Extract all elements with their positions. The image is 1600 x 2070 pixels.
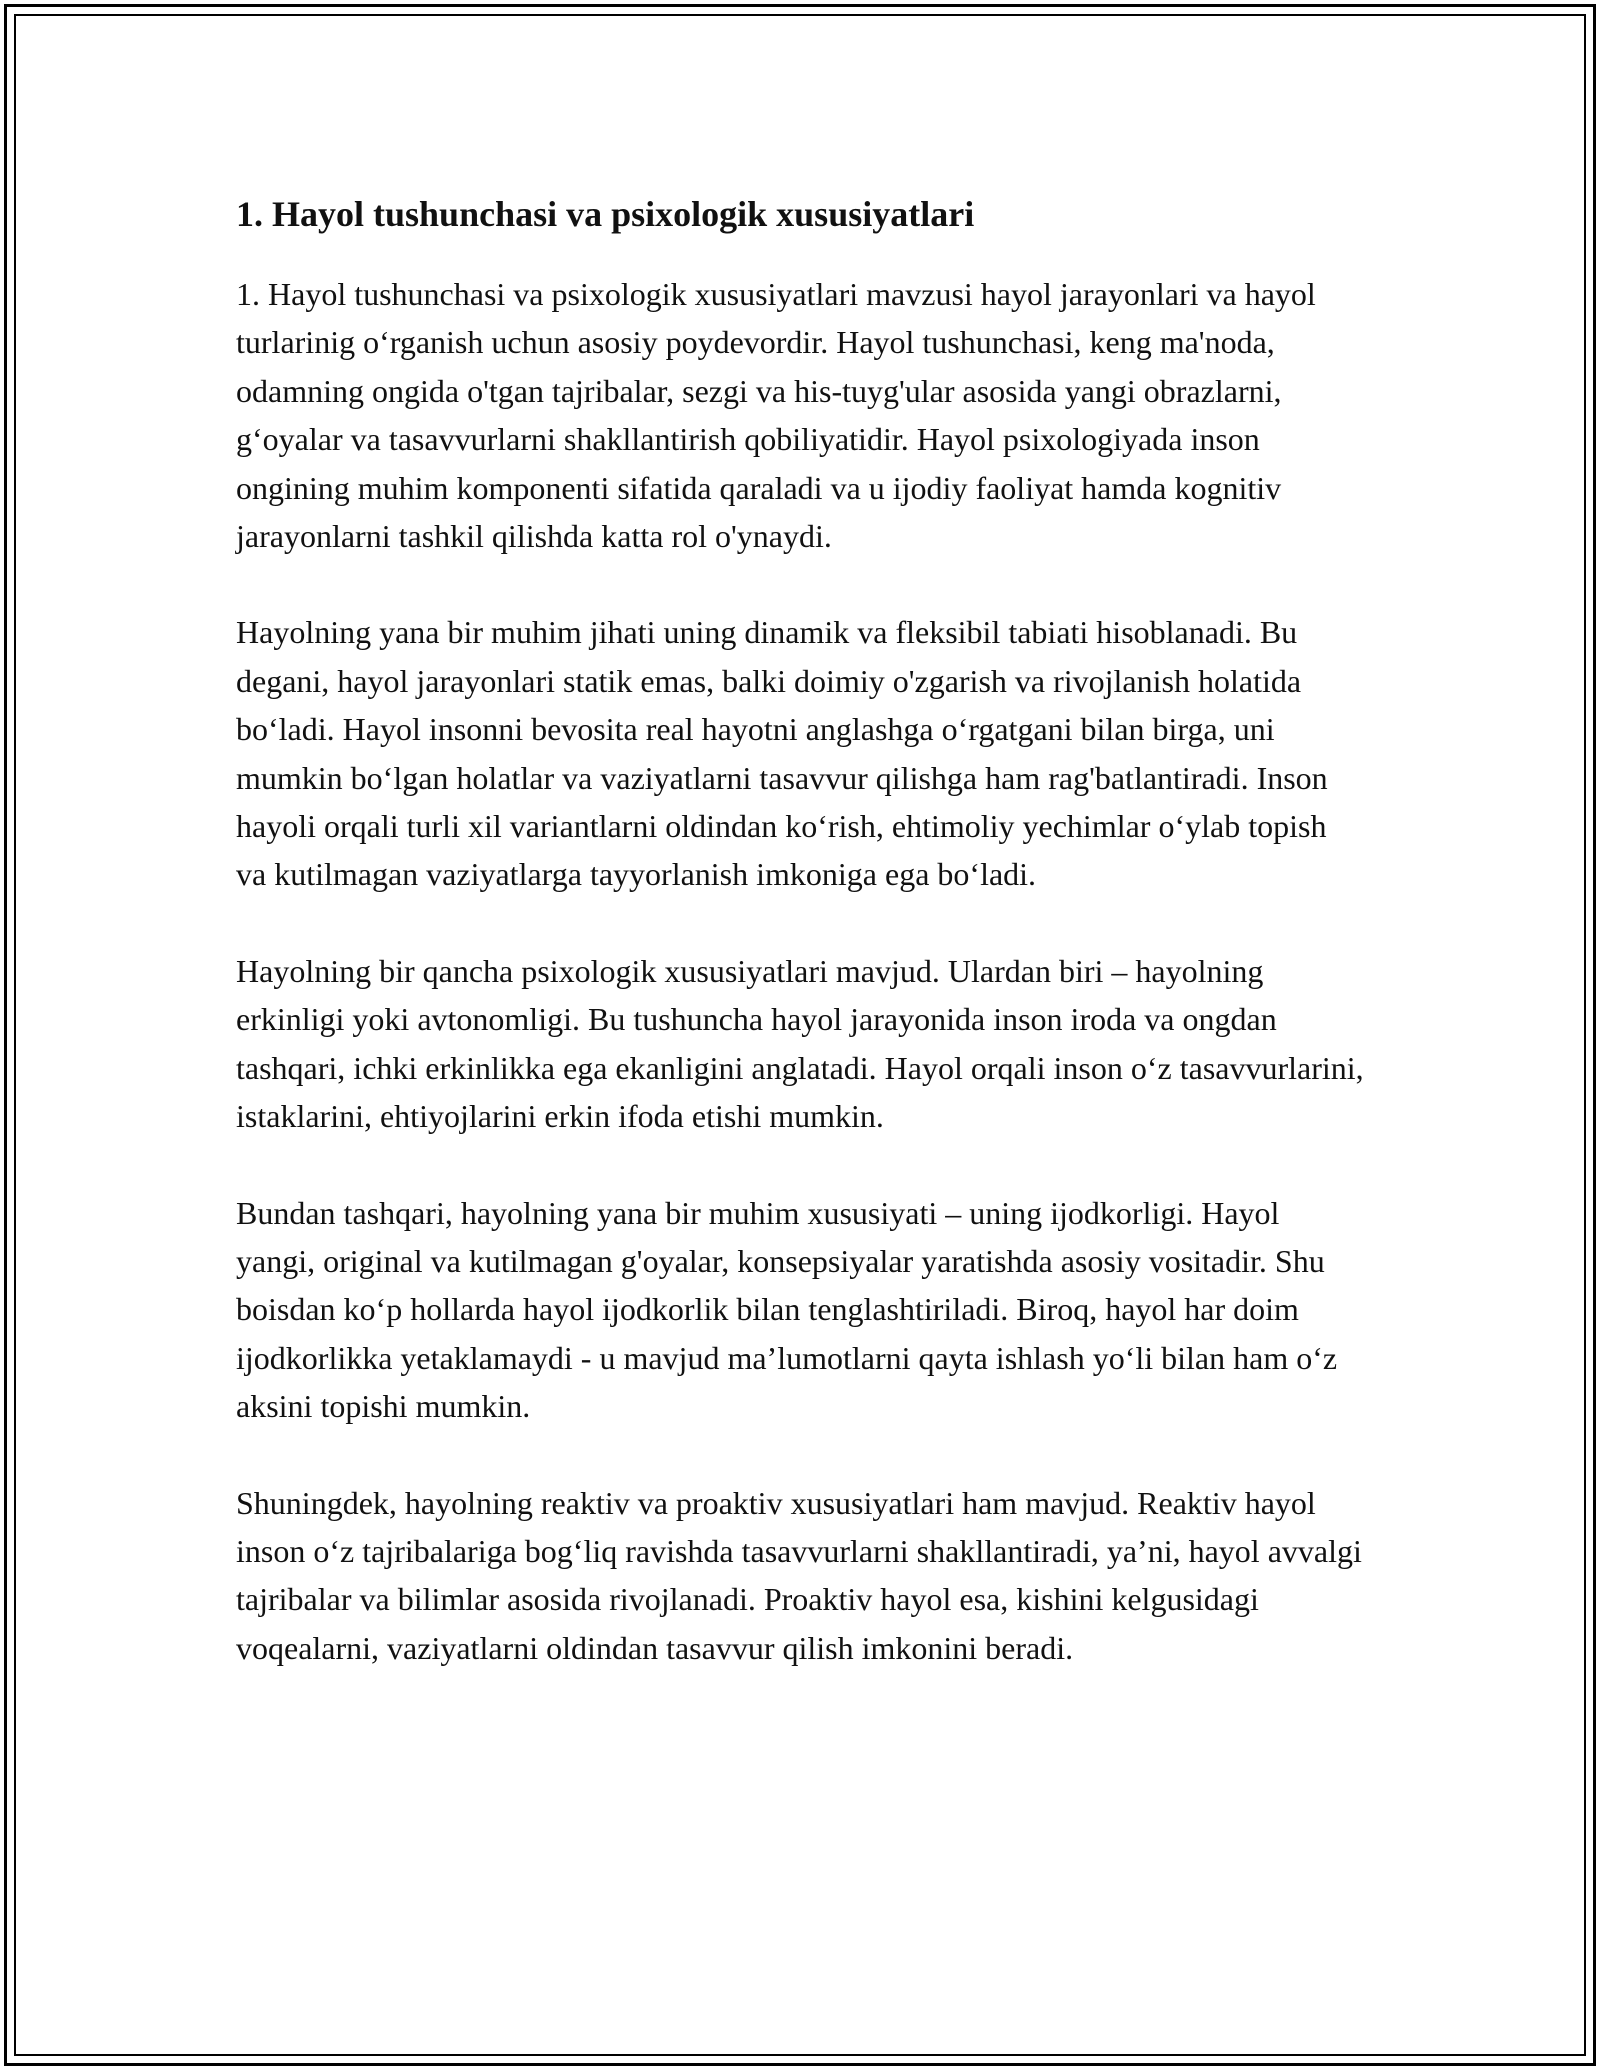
paragraph-5: Shuningdek, hayolning reaktiv va proaktiv xususiyatlari ham mavjud. Reaktiv hayol inson o‘z tajribalariga bog‘liq ravishda tasavvurlarni shakllantiradi, ya’ni, hayol avvalgi tajribalar va bilimlar asosida rivojlanadi. Proaktiv hayol esa, kishini kelgusidagi voqealarni, vaziyatlarni oldindan tasavvur qilish imkonini beradi. bbox=[236, 1484, 1362, 1666]
section-heading: 1. Hayol tushunchasi va psixologik xususiyatlari bbox=[236, 194, 975, 234]
document-body bbox=[236, 188, 1364, 1720]
paragraph-3: Hayolning bir qancha psixologik xususiyatlari mavjud. Ulardan biri – hayolning erkinligi yoki avtonomligi. Bu tushuncha hayol jarayonida inson iroda va ongdan tashqari, ichki erkinlikka ega ekanligini anglatadi. Hayol orqali inson o‘z tasavvurlarini, istaklarini, ehtiyojlarini erkin ifoda etishi mumkin. bbox=[236, 952, 1364, 1135]
paragraph-4: Bundan tashqari, hayolning yana bir muhim xususiyati – uning ijodkorligi. Hayol yangi, original va kutilmagan g'oyalar, konsepsiyalar yaratishda asosiy vositadir. Shu boisdan ko‘p hollarda hayol ijodkorlik bilan tenglashtiriladi. Biroq, hayol har doim ijodkorlikka yetaklamaydi - u mavjud ma’lumotlarni qayta ishlash yo‘li bilan ham o‘z aksini topishi mumkin. bbox=[236, 1194, 1338, 1425]
paragraph-1: 1. Hayol tushunchasi va psixologik xususiyatlari mavzusi hayol jarayonlari va hayol turlarinig o‘rganish uchun asosiy poydevordir. Hayol tushunchasi, keng ma'noda, odamning ongida o'tgan tajribalar, sezgi va his-tuyg'ular asosida yangi obrazlarni, g‘oyalar va tasavvurlarni shakllantirish qobiliyatidir. Hayol psixologiyada inson ongining muhim komponenti sifatida qaraladi va u ijodiy faoliyat hamda kognitiv jarayonlarni tashkil qilishda katta rol o'ynaydi. bbox=[236, 276, 1316, 555]
paragraph-2: Hayolning yana bir muhim jihati uning dinamik va fleksibil tabiati hisoblanadi. Bu degani, hayol jarayonlari statik emas, balki doimiy o'zgarish va rivojlanish holatida bo‘ladi. Hayol insonni bevosita real hayotni anglashga o‘rgatgani bilan birga, uni mumkin bo‘lgan holatlar va vaziyatlarni tasavvur qilishga ham rag'batlantiradi. Inson hayoli orqali turli xil variantlarni oldindan ko‘rish, ehtimoliy yechimlar o‘ylab topish va kutilmagan vaziyatlarga tayyorlanish imkoniga ega bo‘ladi. bbox=[236, 614, 1328, 893]
